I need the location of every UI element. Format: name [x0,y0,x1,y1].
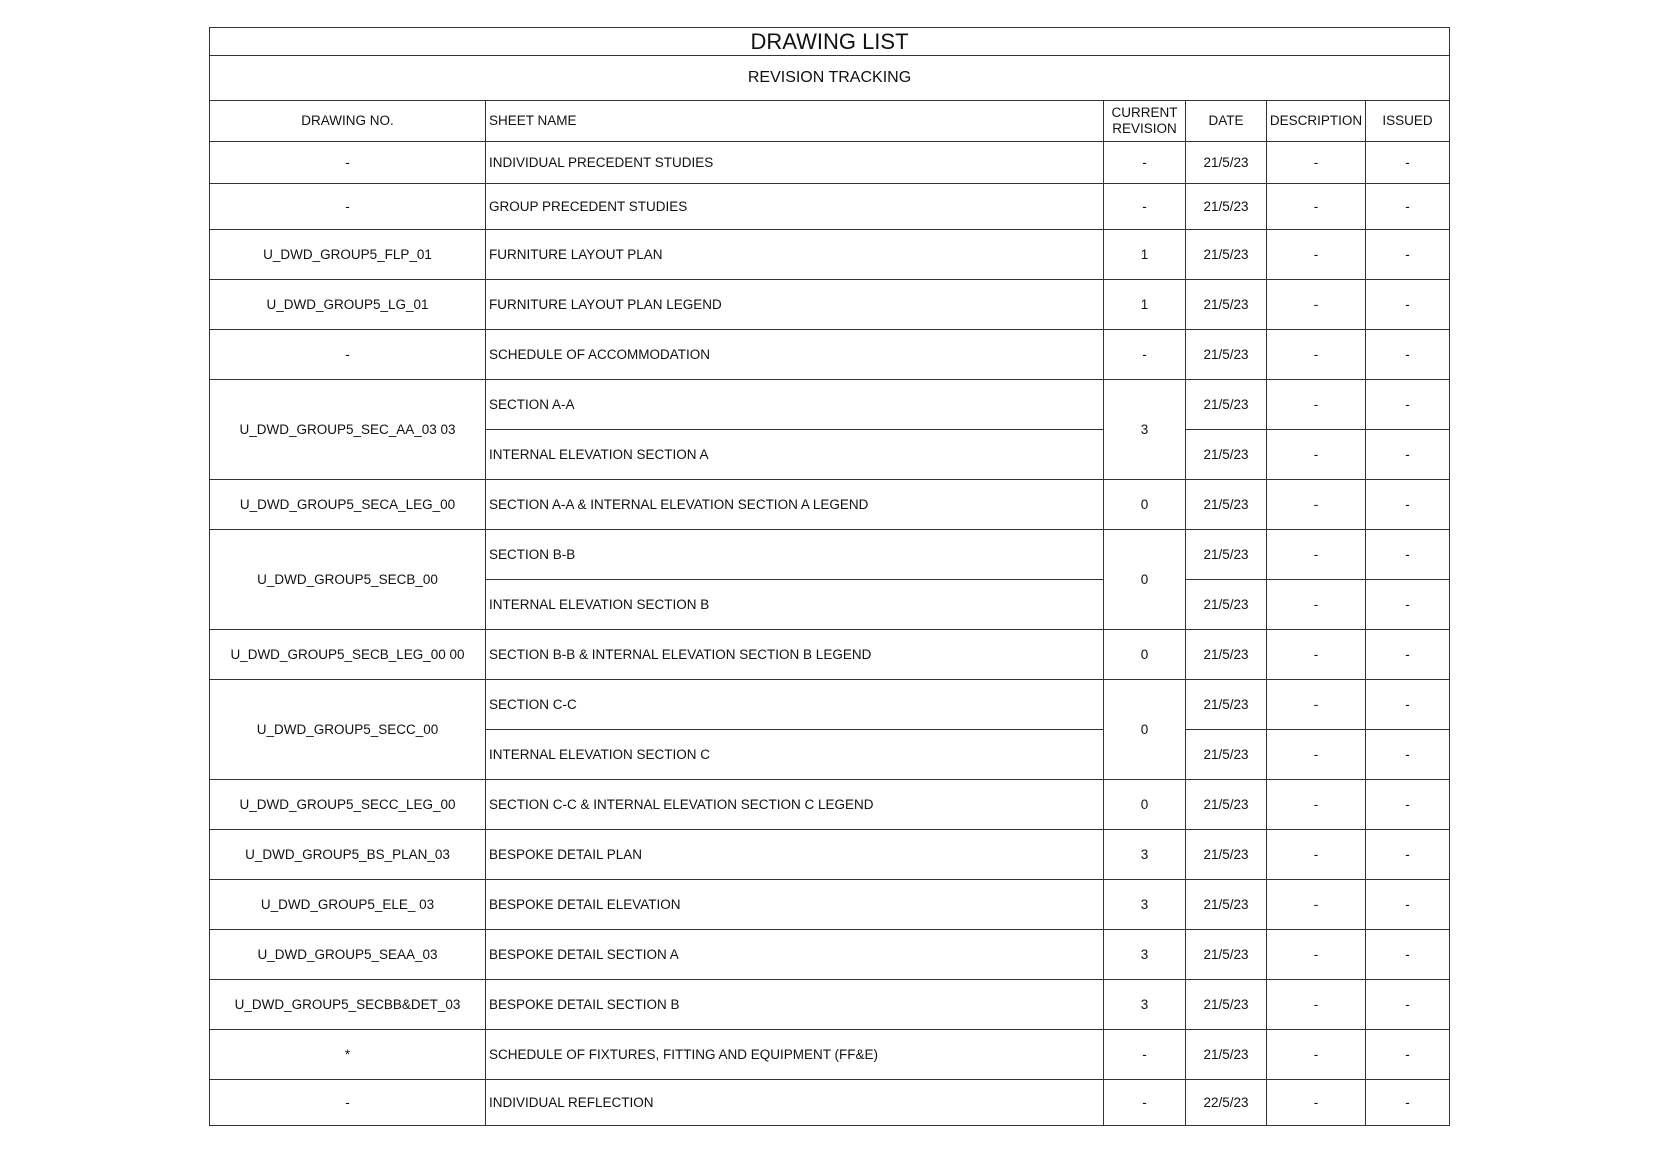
issued-cell: - [1366,142,1450,184]
table-row [210,880,1450,930]
revision-cell: - [1104,330,1186,380]
date-cell: 22/5/23 [1186,1080,1267,1126]
drawing-no-cell: U_DWD_GROUP5_SECB_00 [210,530,486,630]
description-cell: - [1267,430,1366,480]
issued-cell: - [1366,680,1450,730]
issued-cell: - [1366,730,1450,780]
sheet-name-cell: INTERNAL ELEVATION SECTION A [486,430,1104,480]
description-cell: - [1267,1030,1366,1080]
description-cell: - [1267,380,1366,430]
sheet-name-cell: FURNITURE LAYOUT PLAN LEGEND [486,280,1104,330]
header-description: DESCRIPTION [1267,101,1366,142]
revision-cell: 0 [1104,680,1186,780]
description-cell: - [1267,230,1366,280]
issued-cell: - [1366,430,1450,480]
description-cell: - [1267,480,1366,530]
drawing-no-cell: U_DWD_GROUP5_LG_01 [210,280,486,330]
date-cell: 21/5/23 [1186,280,1267,330]
revision-cell: - [1104,1030,1186,1080]
description-cell: - [1267,680,1366,730]
sheet-name-cell: BESPOKE DETAIL PLAN [486,830,1104,880]
sheet-name-cell: INTERNAL ELEVATION SECTION B [486,580,1104,630]
revision-cell: 0 [1104,780,1186,830]
drawing-no-cell: - [210,330,486,380]
issued-cell: - [1366,780,1450,830]
issued-cell: - [1366,880,1450,930]
date-cell: 21/5/23 [1186,830,1267,880]
drawing-no-cell: U_DWD_GROUP5_SEAA_03 [210,930,486,980]
sheet-name-cell: SECTION B-B & INTERNAL ELEVATION SECTION B LEGEND [486,630,1104,680]
revision-cell: 3 [1104,380,1186,480]
sheet-name-cell: SECTION A-A [486,380,1104,430]
revision-cell: 3 [1104,980,1186,1030]
description-cell: - [1267,1080,1366,1126]
revision-cell: 0 [1104,480,1186,530]
sheet-name-cell: SECTION C-C [486,680,1104,730]
date-cell: 21/5/23 [1186,380,1267,430]
table-row [210,830,1450,880]
description-cell: - [1267,580,1366,630]
revision-cell: - [1104,1080,1186,1126]
description-cell: - [1267,142,1366,184]
drawing-no-cell: * [210,1030,486,1080]
issued-cell: - [1366,980,1450,1030]
sheet-name-cell: SECTION A-A & INTERNAL ELEVATION SECTION A LEGEND [486,480,1104,530]
date-cell: 21/5/23 [1186,630,1267,680]
drawing-no-cell: U_DWD_GROUP5_BS_PLAN_03 [210,830,486,880]
date-cell: 21/5/23 [1186,780,1267,830]
header-date: DATE [1186,101,1267,142]
date-cell: 21/5/23 [1186,930,1267,980]
sheet-name-cell: INDIVIDUAL PRECEDENT STUDIES [486,142,1104,184]
revision-cell: 3 [1104,880,1186,930]
date-cell: 21/5/23 [1186,230,1267,280]
sheet-name-cell: FURNITURE LAYOUT PLAN [486,230,1104,280]
description-cell: - [1267,280,1366,330]
date-cell: 21/5/23 [1186,330,1267,380]
date-cell: 21/5/23 [1186,430,1267,480]
description-cell: - [1267,330,1366,380]
table-row [210,680,1450,730]
date-cell: 21/5/23 [1186,580,1267,630]
issued-cell: - [1366,184,1450,230]
description-cell: - [1267,730,1366,780]
description-cell: - [1267,530,1366,580]
description-cell: - [1267,880,1366,930]
table-subtitle: REVISION TRACKING [210,56,1450,101]
revision-cell: 3 [1104,830,1186,880]
drawing-no-cell: U_DWD_GROUP5_SEC_AA_03 03 [210,380,486,480]
issued-cell: - [1366,580,1450,630]
drawing-no-cell: - [210,184,486,230]
description-cell: - [1267,780,1366,830]
revision-cell: 1 [1104,280,1186,330]
sheet-name-cell: INTERNAL ELEVATION SECTION C [486,730,1104,780]
table-row [210,280,1450,330]
table-row [210,380,1450,430]
date-cell: 21/5/23 [1186,880,1267,930]
issued-cell: - [1366,480,1450,530]
header-sheet-name: SHEET NAME [486,101,1104,142]
header-drawing-no: DRAWING NO. [210,101,486,142]
date-cell: 21/5/23 [1186,980,1267,1030]
issued-cell: - [1366,930,1450,980]
revision-cell: - [1104,184,1186,230]
date-cell: 21/5/23 [1186,530,1267,580]
drawing-no-cell: U_DWD_GROUP5_ELE_ 03 [210,880,486,930]
sheet-name-cell: SECTION C-C & INTERNAL ELEVATION SECTION C LEGEND [486,780,1104,830]
table-title: DRAWING LIST [210,28,1450,56]
issued-cell: - [1366,1030,1450,1080]
date-cell: 21/5/23 [1186,730,1267,780]
date-cell: 21/5/23 [1186,680,1267,730]
drawing-no-cell: U_DWD_GROUP5_FLP_01 [210,230,486,280]
drawing-no-cell: - [210,1080,486,1126]
date-cell: 21/5/23 [1186,184,1267,230]
description-cell: - [1267,184,1366,230]
drawing-no-cell: U_DWD_GROUP5_SECC_LEG_00 [210,780,486,830]
sheet-name-cell: SECTION B-B [486,530,1104,580]
header-issued: ISSUED [1366,101,1450,142]
sheet-name-cell: BESPOKE DETAIL SECTION B [486,980,1104,1030]
table-row [210,530,1450,580]
table-row [210,330,1450,380]
sheet-name-cell: BESPOKE DETAIL ELEVATION [486,880,1104,930]
header-current-revision: CURRENT REVISION [1104,101,1186,142]
issued-cell: - [1366,380,1450,430]
issued-cell: - [1366,280,1450,330]
table-row [210,230,1450,280]
drawing-no-cell: U_DWD_GROUP5_SECA_LEG_00 [210,480,486,530]
sheet-name-cell: BESPOKE DETAIL SECTION A [486,930,1104,980]
issued-cell: - [1366,330,1450,380]
table-row [210,630,1450,680]
sheet-name-cell: SCHEDULE OF ACCOMMODATION [486,330,1104,380]
drawing-no-cell: U_DWD_GROUP5_SECC_00 [210,680,486,780]
drawing-no-cell: U_DWD_GROUP5_SECBB&DET_03 [210,980,486,1030]
revision-cell: 0 [1104,630,1186,680]
sheet-name-cell: GROUP PRECEDENT STUDIES [486,184,1104,230]
description-cell: - [1267,630,1366,680]
issued-cell: - [1366,1080,1450,1126]
drawing-no-cell: U_DWD_GROUP5_SECB_LEG_00 00 [210,630,486,680]
table-row [210,480,1450,530]
table-row [210,1030,1450,1080]
revision-cell: - [1104,142,1186,184]
date-cell: 21/5/23 [1186,480,1267,530]
drawing-no-cell: - [210,142,486,184]
table-row [210,980,1450,1030]
description-cell: - [1267,980,1366,1030]
issued-cell: - [1366,630,1450,680]
table-row [210,930,1450,980]
sheet-name-cell: INDIVIDUAL REFLECTION [486,1080,1104,1126]
drawing-list-table [209,27,1450,1126]
table-row [210,184,1450,230]
table-row [210,780,1450,830]
issued-cell: - [1366,830,1450,880]
revision-cell: 3 [1104,930,1186,980]
date-cell: 21/5/23 [1186,142,1267,184]
revision-cell: 1 [1104,230,1186,280]
table-body [210,142,1450,1126]
description-cell: - [1267,830,1366,880]
sheet-name-cell: SCHEDULE OF FIXTURES, FITTING AND EQUIPMENT (FF&E) [486,1030,1104,1080]
date-cell: 21/5/23 [1186,1030,1267,1080]
issued-cell: - [1366,230,1450,280]
description-cell: - [1267,930,1366,980]
table-row [210,1080,1450,1126]
revision-cell: 0 [1104,530,1186,630]
issued-cell: - [1366,530,1450,580]
table-row [210,142,1450,184]
